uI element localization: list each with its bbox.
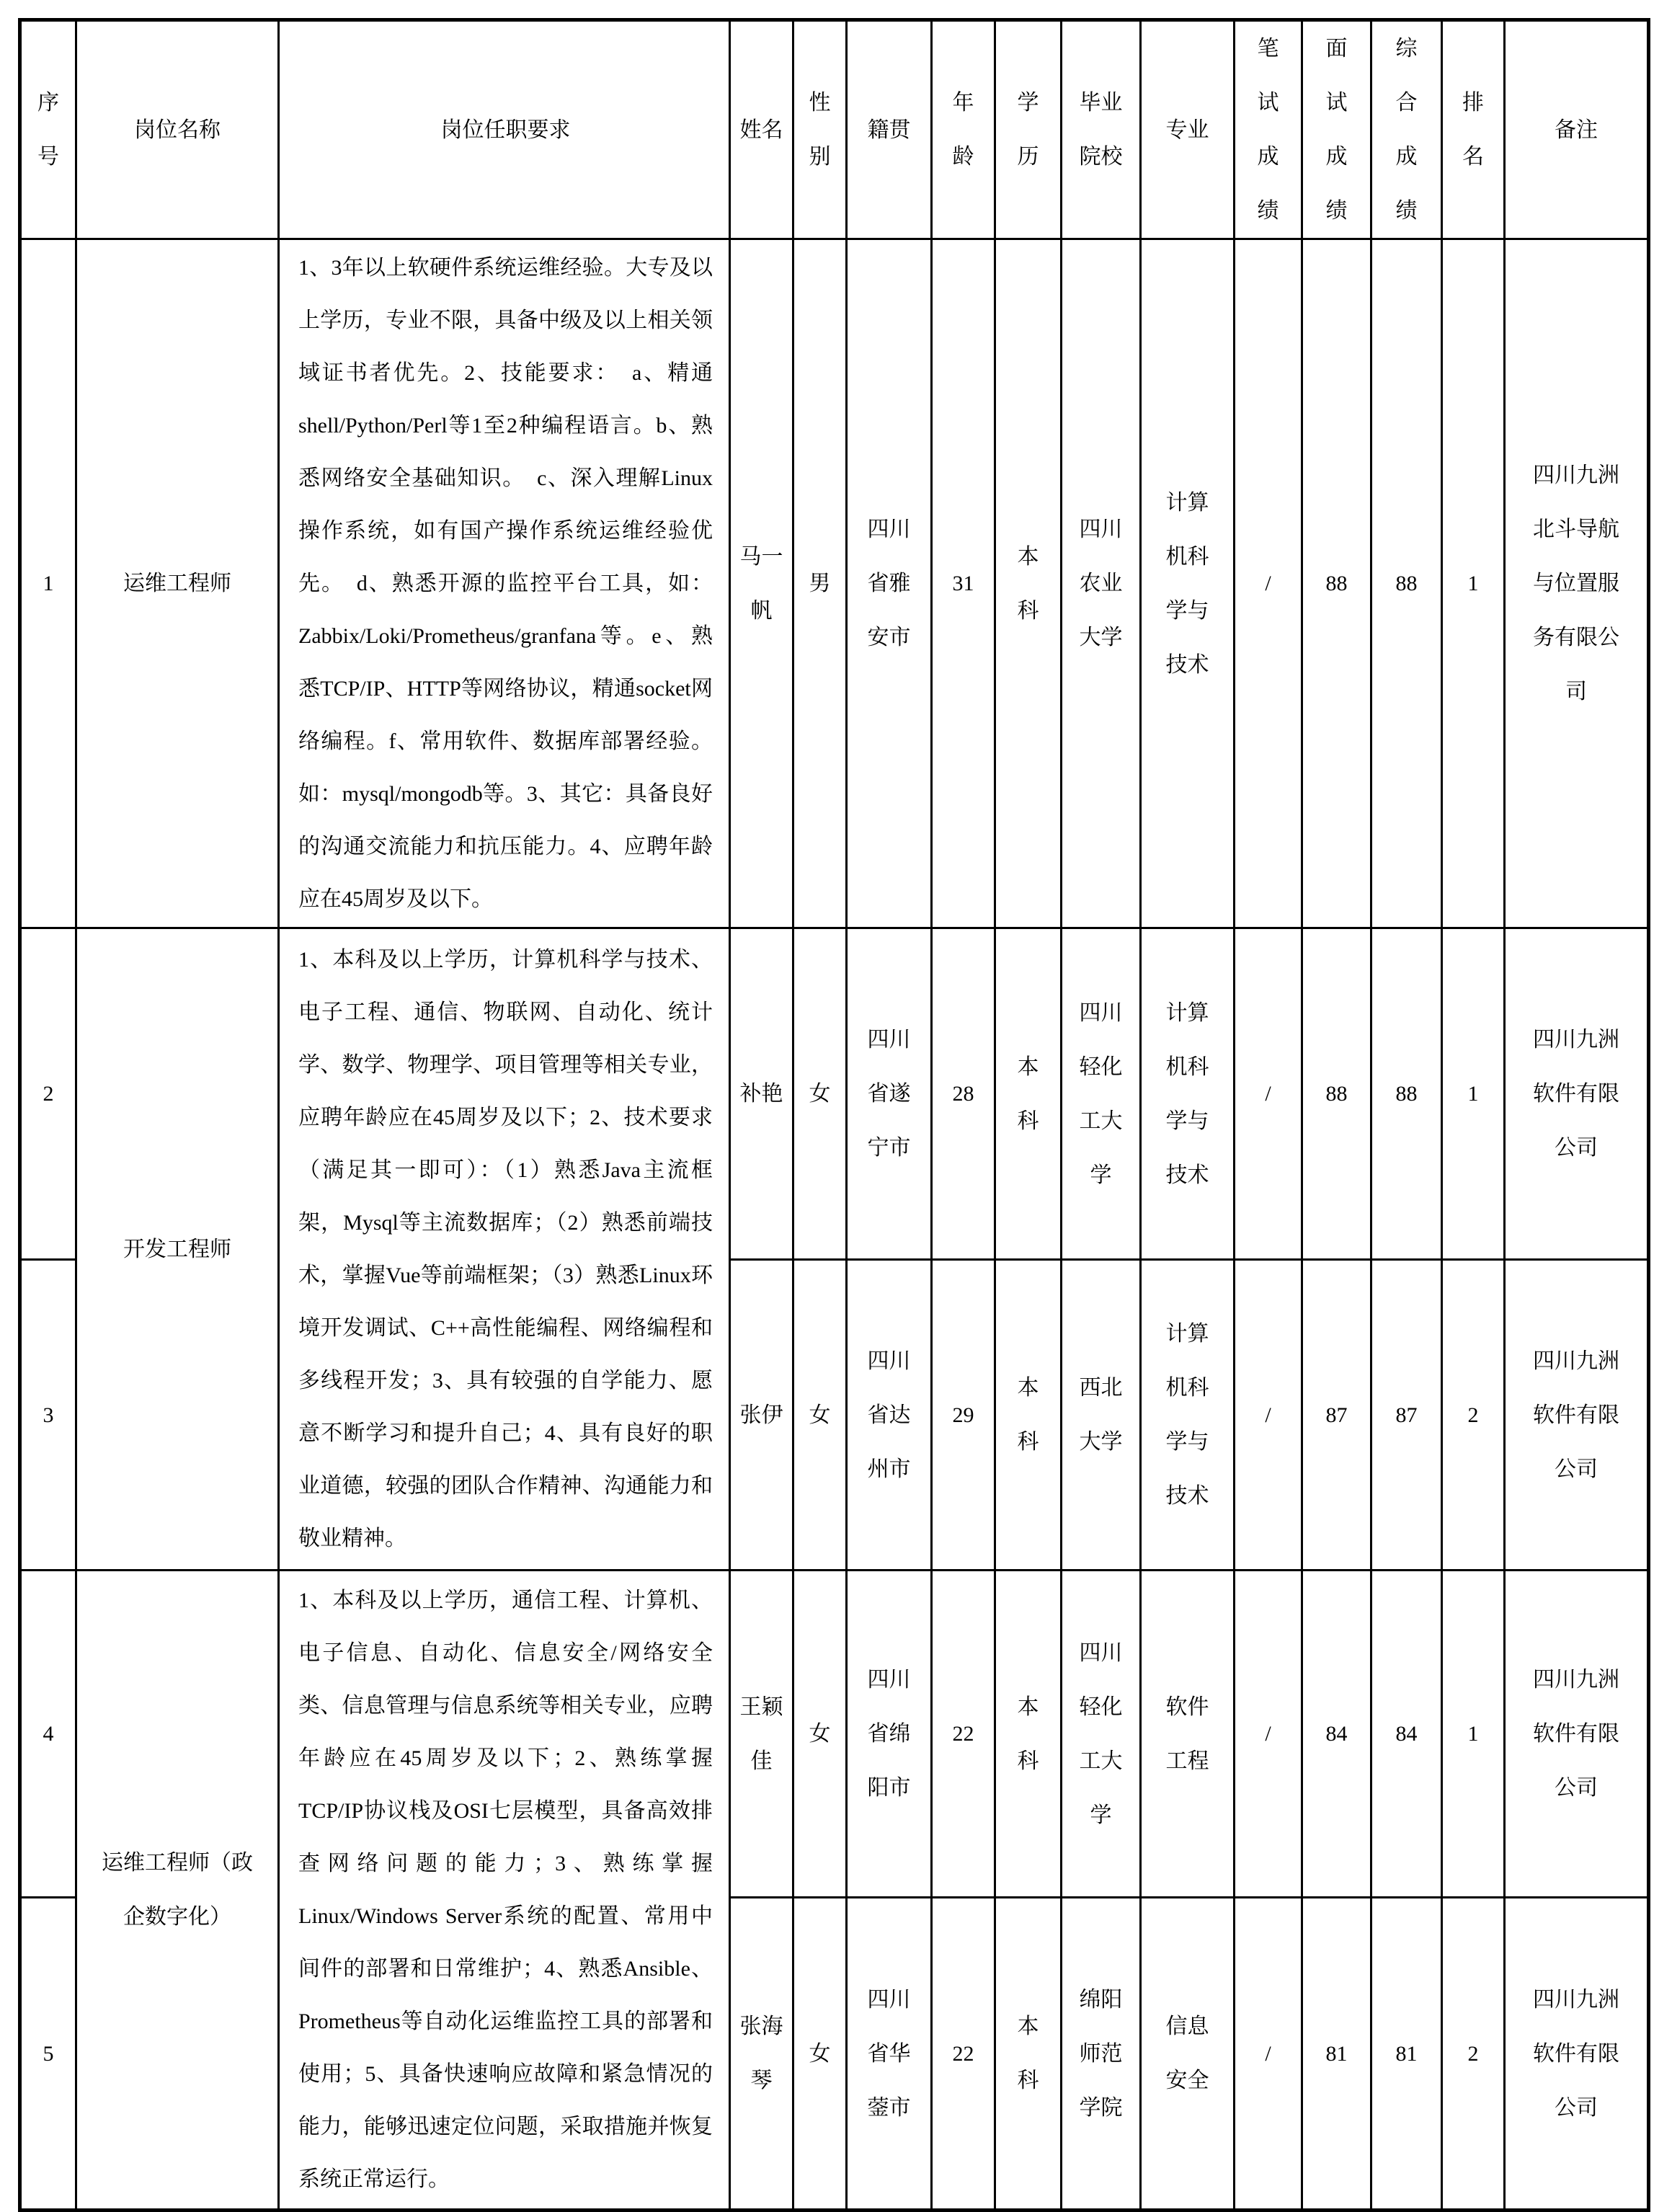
col-header-hometown: 籍贯 [847, 20, 932, 239]
hometown-cell: 四川省绵阳市 [847, 1571, 932, 1898]
rank-cell: 1 [1442, 928, 1505, 1260]
education-cell: 本科 [995, 928, 1062, 1260]
interview-score-cell: 84 [1302, 1571, 1371, 1898]
gender-cell: 女 [793, 928, 847, 1260]
education-cell: 本科 [995, 239, 1062, 928]
col-header-interview-score: 面试成绩 [1302, 20, 1371, 239]
written-score-cell: / [1235, 1898, 1302, 2211]
post-name-cell: 运维工程师（政企数字化） [76, 1571, 279, 2211]
note-cell: 四川九洲软件有限公司 [1505, 1898, 1649, 2211]
col-header-overall-score: 综合成绩 [1371, 20, 1442, 239]
table-body [20, 239, 1649, 2211]
gender-cell: 男 [793, 239, 847, 928]
school-cell: 四川农业大学 [1062, 239, 1141, 928]
education-cell: 本科 [995, 1571, 1062, 1898]
school-cell: 四川轻化工大学 [1062, 928, 1141, 1260]
col-header-post-name: 岗位名称 [76, 20, 279, 239]
name-cell: 张海琴 [730, 1898, 793, 2211]
post-name-cell: 开发工程师 [76, 928, 279, 1571]
table-row [20, 928, 1649, 1260]
age-cell: 29 [932, 1260, 995, 1571]
gender-cell: 女 [793, 1571, 847, 1898]
col-header-gender: 性别 [793, 20, 847, 239]
header-row [20, 20, 1649, 239]
gender-cell: 女 [793, 1260, 847, 1571]
rank-cell: 2 [1442, 1260, 1505, 1571]
overall-score-cell: 88 [1371, 928, 1442, 1260]
age-cell: 31 [932, 239, 995, 928]
table-row [20, 239, 1649, 928]
major-cell: 软件工程 [1141, 1571, 1235, 1898]
name-cell: 王颖佳 [730, 1571, 793, 1898]
hometown-cell: 四川省达州市 [847, 1260, 932, 1571]
col-header-written-score: 笔试成绩 [1235, 20, 1302, 239]
interview-score-cell: 87 [1302, 1260, 1371, 1571]
education-cell: 本科 [995, 1898, 1062, 2211]
note-cell: 四川九洲软件有限公司 [1505, 1571, 1649, 1898]
written-score-cell: / [1235, 928, 1302, 1260]
name-cell: 马一帆 [730, 239, 793, 928]
written-score-cell: / [1235, 1571, 1302, 1898]
overall-score-cell: 87 [1371, 1260, 1442, 1571]
written-score-cell: / [1235, 239, 1302, 928]
serial-cell: 3 [20, 1260, 76, 1571]
note-cell: 四川九洲软件有限公司 [1505, 928, 1649, 1260]
overall-score-cell: 88 [1371, 239, 1442, 928]
serial-cell: 4 [20, 1571, 76, 1898]
major-cell: 计算机科学与技术 [1141, 1260, 1235, 1571]
age-cell: 22 [932, 1571, 995, 1898]
col-header-requirements: 岗位任职要求 [279, 20, 730, 239]
note-cell: 四川九洲北斗导航与位置服务有限公司 [1505, 239, 1649, 928]
school-cell: 四川轻化工大学 [1062, 1571, 1141, 1898]
rank-cell: 1 [1442, 239, 1505, 928]
rank-cell: 1 [1442, 1571, 1505, 1898]
col-header-school: 毕业院校 [1062, 20, 1141, 239]
major-cell: 信息安全 [1141, 1898, 1235, 2211]
major-cell: 计算机科学与技术 [1141, 239, 1235, 928]
col-header-major: 专业 [1141, 20, 1235, 239]
table-row [20, 1571, 1649, 1898]
hometown-cell: 四川省华蓥市 [847, 1898, 932, 2211]
rank-cell: 2 [1442, 1898, 1505, 2211]
post-name-cell: 运维工程师 [76, 239, 279, 928]
written-score-cell: / [1235, 1260, 1302, 1571]
name-cell: 补艳 [730, 928, 793, 1260]
hometown-cell: 四川省雅安市 [847, 239, 932, 928]
col-header-rank: 排名 [1442, 20, 1505, 239]
school-cell: 绵阳师范学院 [1062, 1898, 1141, 2211]
recruitment-score-table [18, 18, 1650, 2212]
hometown-cell: 四川省遂宁市 [847, 928, 932, 1260]
col-header-age: 年龄 [932, 20, 995, 239]
school-cell: 西北大学 [1062, 1260, 1141, 1571]
serial-cell: 1 [20, 239, 76, 928]
education-cell: 本科 [995, 1260, 1062, 1571]
gender-cell: 女 [793, 1898, 847, 2211]
requirements-cell: 1、本科及以上学历，计算机科学与技术、电子工程、通信、物联网、自动化、统计学、数学、物理学、项目管理等相关专业，应聘年龄应在45周岁及以下；2、技术要求（满足其一即可）：（1）熟悉Java主流框架，Mysql等主流数据库；（2）熟悉前端技术，掌握Vue等前端框架；（3）熟悉Linux环境开发调试、C++高性能编程、网络编程和多线程开发；3、具有较强的自学能力、愿意不断学习和提升自己；4、具有良好的职业道德，较强的团队合作精神、沟通能力和敬业精神。 [279, 928, 730, 1571]
age-cell: 22 [932, 1898, 995, 2211]
col-header-education: 学历 [995, 20, 1062, 239]
interview-score-cell: 81 [1302, 1898, 1371, 2211]
age-cell: 28 [932, 928, 995, 1260]
interview-score-cell: 88 [1302, 928, 1371, 1260]
overall-score-cell: 81 [1371, 1898, 1442, 2211]
overall-score-cell: 84 [1371, 1571, 1442, 1898]
col-header-name: 姓名 [730, 20, 793, 239]
col-header-serial: 序号 [20, 20, 76, 239]
col-header-note: 备注 [1505, 20, 1649, 239]
table-header [20, 20, 1649, 239]
note-cell: 四川九洲软件有限公司 [1505, 1260, 1649, 1571]
name-cell: 张伊 [730, 1260, 793, 1571]
major-cell: 计算机科学与技术 [1141, 928, 1235, 1260]
interview-score-cell: 88 [1302, 239, 1371, 928]
serial-cell: 2 [20, 928, 76, 1260]
requirements-cell: 1、3年以上软硬件系统运维经验。大专及以上学历，专业不限，具备中级及以上相关领域证书者优先。2、技能要求： a、精通shell/Python/Perl等1至2种编程语言。b、熟悉网络安全基础知识。 c、深入理解Linux操作系统，如有国产操作系统运维经验优先。 d、熟悉开源的监控平台工具，如：Zabbix/Loki/Prometheus/granfana等。e、熟悉TCP/IP、HTTP等网络协议，精通socket网络编程。f、常用软件、数据库部署经验。如：mysql/mongodb等。3、其它：具备良好的沟通交流能力和抗压能力。4、应聘年龄应在45周岁及以下。 [279, 239, 730, 928]
requirements-cell: 1、本科及以上学历，通信工程、计算机、电子信息、自动化、信息安全/网络安全类、信息管理与信息系统等相关专业，应聘年龄应在45周岁及以下；2、熟练掌握TCP/IP协议栈及OSI七层模型，具备高效排查网络问题的能力；3、熟练掌握Linux/Windows Server系统的配置、常用中间件的部署和日常维护；4、熟悉Ansible、Prometheus等自动化运维监控工具的部署和使用；5、具备快速响应故障和紧急情况的能力，能够迅速定位问题，采取措施并恢复系统正常运行。 [279, 1571, 730, 2211]
serial-cell: 5 [20, 1898, 76, 2211]
